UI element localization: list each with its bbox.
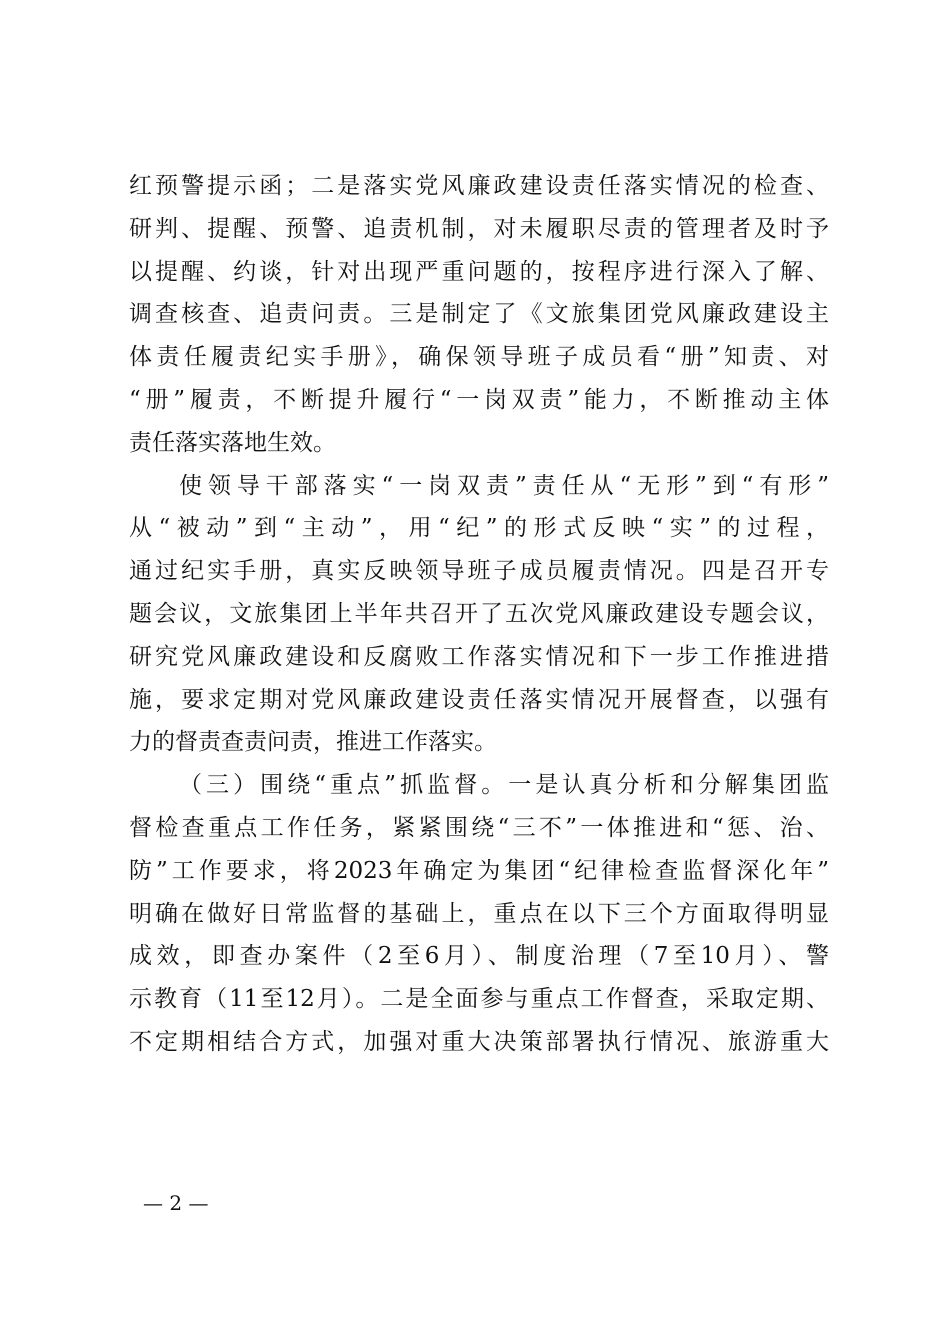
text-line: 通过纪实手册，真实反映领导班子成员履责情况。四是召开专	[129, 558, 829, 585]
text-line: “册”履责，不断提升履行“一岗双责”能力，不断推动主体	[129, 386, 829, 413]
text-line: 成效，即查办案件（2至6月）、制度治理（7至10月）、警	[129, 943, 829, 970]
text-line: 明确在做好日常监督的基础上，重点在以下三个方面取得明显	[129, 900, 829, 927]
text-line: 力的督责查责问责，推进工作落实。	[129, 729, 497, 756]
text-line: 督检查重点工作任务，紧紧围绕“三不”一体推进和“惩、治、	[129, 814, 829, 841]
text-line: 防”工作要求，将2023年确定为集团“纪律检查监督深化年”	[129, 857, 829, 884]
text-line: 责任落实落地生效。	[129, 429, 336, 456]
text-line: 研判、提醒、预警、追责机制，对未履职尽责的管理者及时予	[129, 215, 829, 242]
page-number: — 2 —	[143, 1191, 209, 1215]
section-heading-line: （三）围绕“重点”抓监督。一是认真分析和分解集团监	[179, 772, 829, 799]
text-line: 调查核查、追责问责。三是制定了《文旅集团党风廉政建设主	[129, 301, 829, 328]
text-line: 不定期相结合方式，加强对重大决策部署执行情况、旅游重大	[129, 1028, 829, 1055]
text-line: 研究党风廉政建设和反腐败工作落实情况和下一步工作推进措	[129, 643, 829, 670]
text-line: 使领导干部落实“一岗双责”责任从“无形”到“有形”	[179, 472, 829, 499]
text-line: 红预警提示函；二是落实党风廉政建设责任落实情况的检查、	[129, 173, 829, 199]
text-line: 体责任履责纪实手册》，确保领导班子成员看“册”知责、对	[129, 344, 829, 371]
body-text	[129, 165, 829, 1064]
text-line: 题会议，文旅集团上半年共召开了五次党风廉政建设专题会议，	[129, 600, 829, 627]
text-line: 以提醒、约谈，针对出现严重问题的，按程序进行深入了解、	[129, 258, 829, 285]
text-line: 从“被动”到“主动”，用“纪”的形式反映“实”的过程，	[129, 515, 829, 542]
text-line: 示教育（11至12月）。二是全面参与重点工作督查，采取定期、	[129, 986, 829, 1013]
text-line: 施，要求定期对党风廉政建设责任落实情况开展督查，以强有	[129, 686, 829, 713]
